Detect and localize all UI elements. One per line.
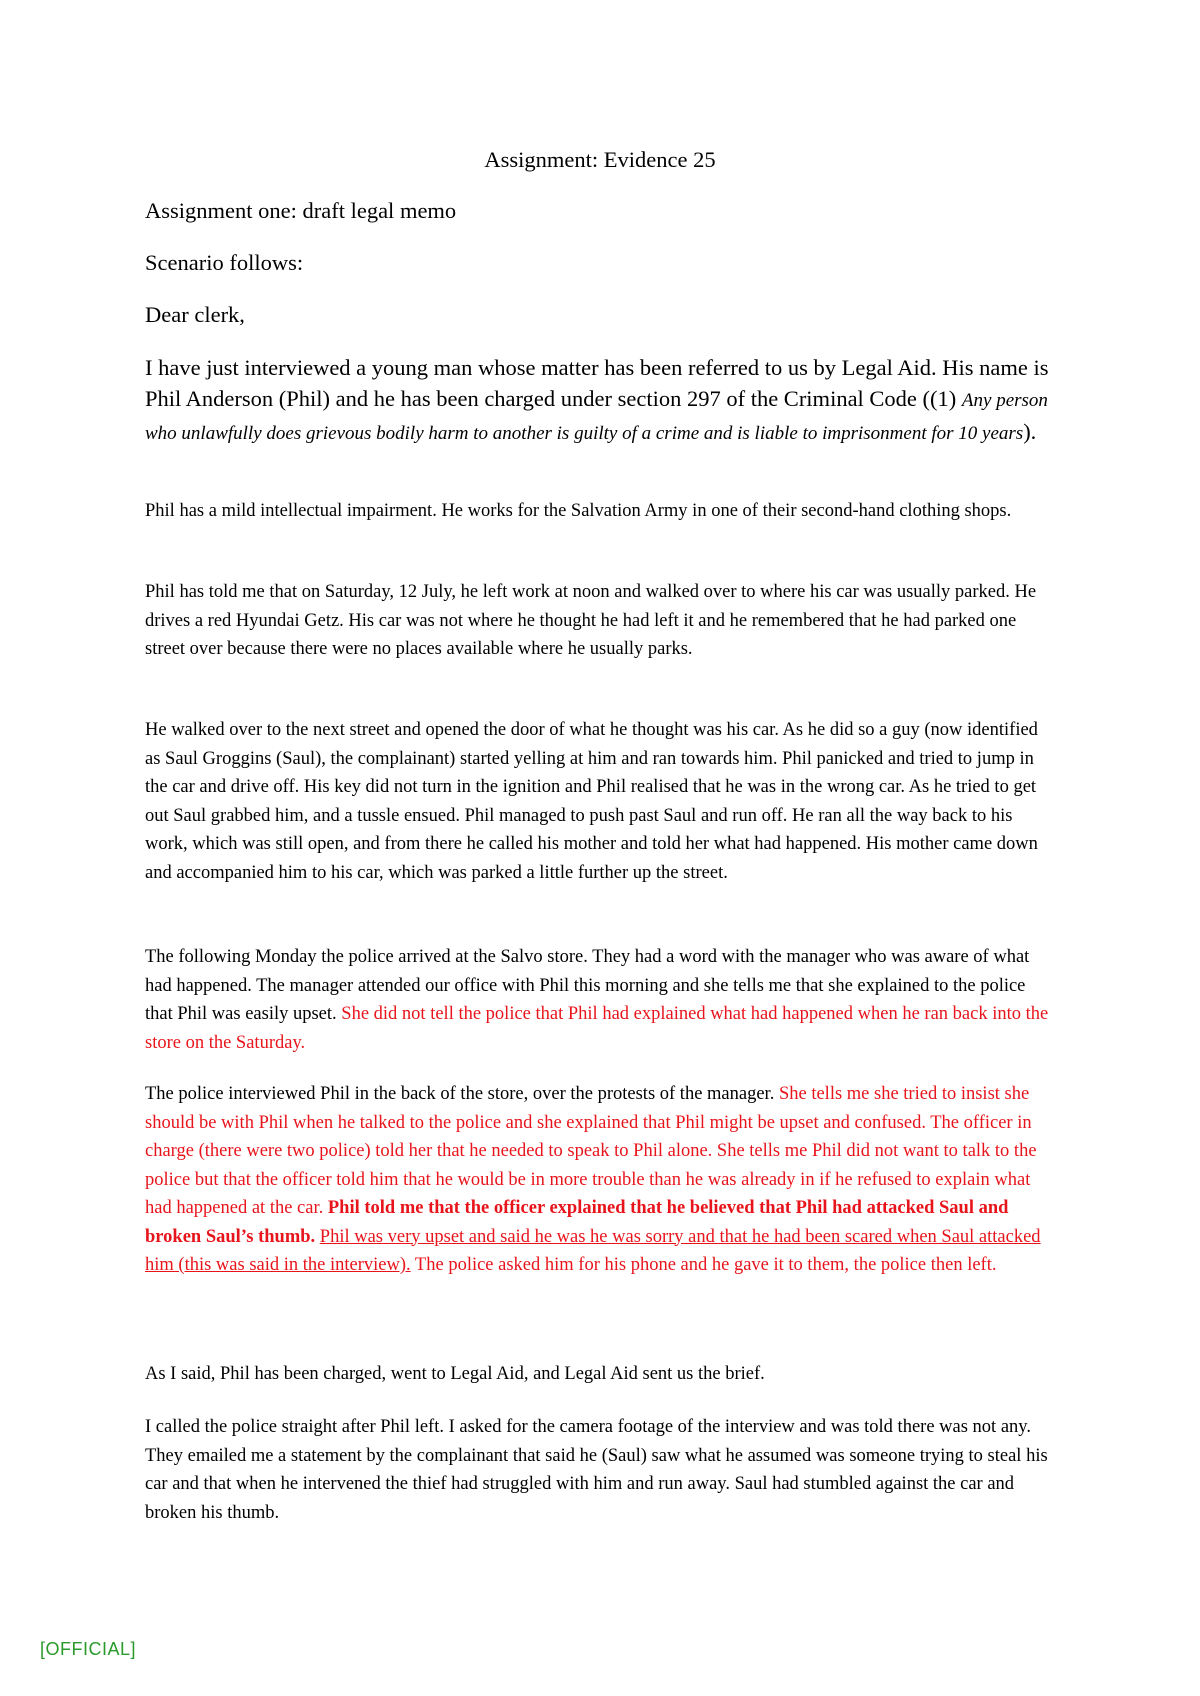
paragraph-interview — [145, 1080, 1055, 1280]
assignment-subtitle: Assignment one: draft legal memo — [145, 198, 457, 223]
classification-label: [OFFICIAL] — [40, 1639, 137, 1659]
paragraph-saturday: Phil has told me that on Saturday, 12 July, he left work at noon and walked over to where his car was usually parked. He drives a red Hyundai Getz. His car was not where he thought he had left it and he remembered that he had parked one street over because there were no places available where he usually parks. — [145, 582, 1037, 659]
paragraph-interview-highlight: She tells me she tried to insist she should be with Phil when he talked to the police and she explained that Phil might be upset and confused. The officer in charge (there were two police) told her that he needed to speak to Phil alone. She tells me Phil did not want to talk to the police but that the officer told him that he would be in more trouble than he was already in if he refused to explain what had happened at the car. — [145, 1084, 1037, 1218]
criminal-code-quote: Any person who unlawfully does grievous bodily harm to another is guilty of a crime and is liable to imprisonment for 10 years — [145, 390, 1048, 444]
paragraph-intro-tail: ). — [1023, 419, 1037, 444]
salutation: Dear clerk, — [145, 302, 245, 327]
paragraph-interview-bold: Phil told me that the officer explained that he believed that Phil had attacked Saul and broken Saul’s thumb. — [145, 1198, 1009, 1247]
paragraph-interview-underlined: Phil was very upset and said he was he was sorry and that he had been scared when Saul attacked him (this was said in the interview). — [145, 1226, 1041, 1275]
paragraph-monday-highlight: She did not tell the police that Phil had explained what had happened when he ran back into the store on the Saturday. — [145, 1004, 1049, 1053]
paragraph-monday — [145, 943, 1055, 1057]
paragraph-interview-tail: The police asked him for his phone and he gave it to them, the police then left. — [410, 1255, 997, 1275]
paragraph-interview-text: The police interviewed Phil in the back of the store, over the protests of the manager. — [145, 1084, 779, 1104]
paragraph-intro — [145, 352, 1055, 449]
paragraph-charged: As I said, Phil has been charged, went to Legal Aid, and Legal Aid sent us the brief. — [145, 1364, 765, 1384]
scenario-intro: Scenario follows: — [145, 250, 304, 275]
paragraph-impairment: Phil has a mild intellectual impairment. He works for the Salvation Army in one of their second-hand clothing shops. — [145, 501, 1012, 521]
document-title: Assignment: Evidence 25 — [484, 147, 716, 172]
paragraph-monday-text: The following Monday the police arrived at the Salvo store. They had a word with the manager who was aware of what had happened. The manager attended our office with Phil this morning and she tells me that she explained to the police that Phil was easily upset. — [145, 947, 1030, 1024]
paragraph-police-call: I called the police straight after Phil left. I asked for the camera footage of the interview and was told there was not any. They emailed me a statement by the complainant that said he (Saul) saw what he assumed was someone trying to steal his car and that when he intervened the thief had struggled with him and run away. Saul had stumbled against the car and broken his thumb. — [145, 1417, 1048, 1523]
paragraph-intro-lead: I have just interviewed a young man whose matter has been referred to us by Legal Aid. His name is Phil Anderson (Phil) and he has been charged under section 297 of the Criminal Code ((1) — [145, 355, 1049, 411]
paragraph-incident: He walked over to the next street and opened the door of what he thought was his car. As he did so a guy (now identified as Saul Groggins (Saul), the complainant) started yelling at him and ran towards him. Phil panicked and tried to jump in the car and drive off. His key did not turn in the ignition and Phil realised that he was in the wrong car. As he tried to get out Saul grabbed him, and a tussle ensued. Phil managed to push past Saul and run off. He ran all the way back to his work, which was still open, and from there he called his mother and told her what had happened. His mother came down and accompanied him to his car, which was parked a little further up the street. — [145, 720, 1038, 883]
